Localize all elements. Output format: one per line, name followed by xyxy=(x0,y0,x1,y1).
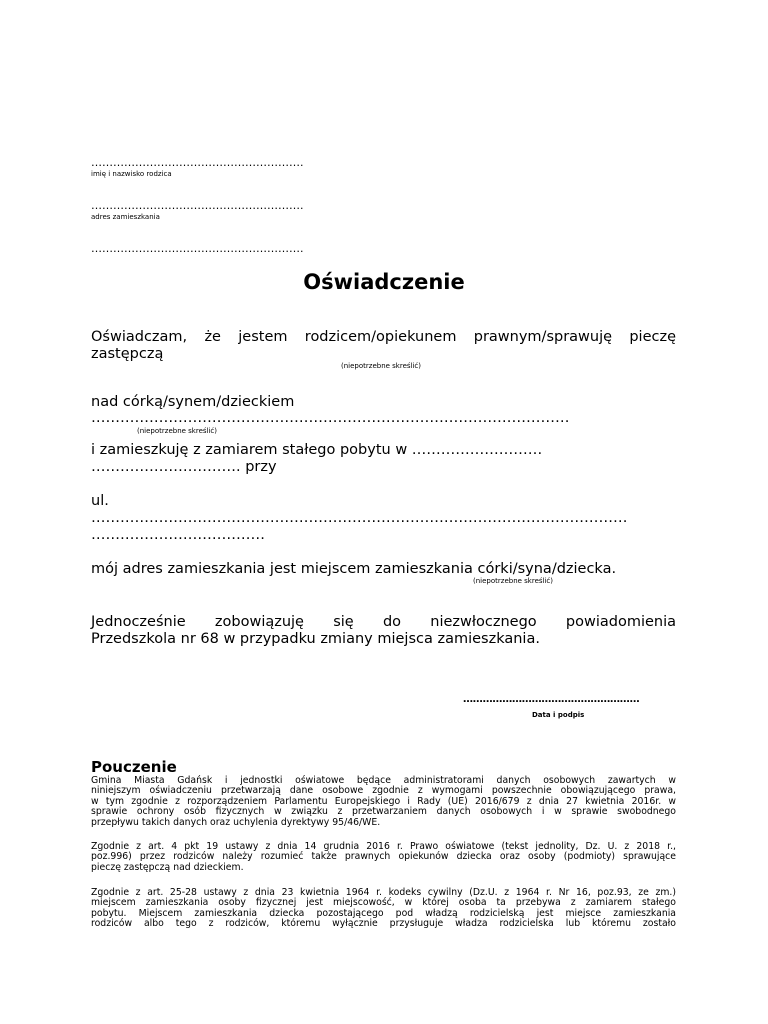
strike-note-2: (niepotrzebne skreślić) xyxy=(137,427,218,435)
statement-p5-line1: mój adres zamieszkania jest miejscem zamieszkania córki/syna/dziecka. xyxy=(91,561,617,577)
statement-p3-line1: i zamieszkuję z zamiarem stałego pobytu w ……………………… xyxy=(91,442,543,458)
parent-name-dots: …………………………………………………. xyxy=(91,156,304,169)
instruction-p1-line: sprawie ochrony osób fizycznych w związku z przetwarzaniem danych osobowych i w sprawie swobodnego xyxy=(91,806,676,818)
statement-p1-line1: Oświadczam, że jestem rodzicem/opiekunem prawnym/sprawuję pieczę xyxy=(91,329,676,345)
instruction-paragraph-3 xyxy=(91,888,676,930)
parent-name-label: imię i nazwisko rodzica xyxy=(91,170,172,178)
strike-note-3: (niepotrzebne skreślić) xyxy=(473,577,554,585)
statement-p4-line3: ……………………………… xyxy=(91,527,265,543)
instruction-p2-line: poz.996) przez rodziców należy rozumieć także prawnych opiekunów dziecka oraz osoby (podmioty) sprawujące xyxy=(91,851,676,863)
statement-p2-line1: nad córką/synem/dzieckiem xyxy=(91,394,295,410)
strike-note-1: (niepotrzebne skreślić) xyxy=(341,362,422,370)
instruction-p2-line: pieczę zastępczą nad dzieckiem. xyxy=(91,861,244,873)
instruction-p3-line: rodziców albo tego z rodziców, któremu wyłącznie przysługuje władza rodzicielska lub któremu zostało xyxy=(91,918,676,930)
statement-paragraph-1 xyxy=(91,329,676,363)
statement-p2-dots: ……………………………………………………………………………………… xyxy=(91,410,570,426)
instruction-p1-line: Gmina Miasta Gdańsk i jednostki oświatowe będące administratorami danych osobowych zawartych w xyxy=(91,775,676,786)
statement-paragraph-6 xyxy=(91,614,676,648)
instruction-p2-line: Zgodnie z art. 4 pkt 19 ustawy z dnia 14 grudnia 2016 r. Prawo oświatowe (tekst jednolity, Dz. U. z 2018 r., xyxy=(91,841,676,852)
statement-p6-line2: Przedszkola nr 68 w przypadku zmiany miejsca zamieszkania. xyxy=(91,631,540,647)
statement-p4-line1: ul. xyxy=(91,493,109,509)
address-dots: …………………………………………………. xyxy=(91,199,304,212)
instruction-paragraph-1 xyxy=(91,776,676,828)
document-title: Oświadczenie xyxy=(303,270,465,294)
address-label: adres zamieszkania xyxy=(91,213,160,221)
statement-p6-line1: Jednocześnie zobowiązuję się do niezwłocznego powiadomienia xyxy=(91,614,676,630)
instruction-p3-line: pobytu. Miejscem zamieszkania dziecka pozostającego pod władzą rodzicielską jest miejsce zamieszkania xyxy=(91,907,676,919)
extra-dots: …………………………………………………. xyxy=(91,242,304,255)
signature-dots: ……………………………………………… xyxy=(463,694,640,705)
instruction-p1-line: przepływu takich danych oraz uchylenia dyrektywy 95/46/WE. xyxy=(91,816,381,828)
statement-p3-line2: …………………………. przy xyxy=(91,459,277,475)
signature-label: Data i podpis xyxy=(532,711,585,719)
instruction-p1-line: w tym zgodnie z rozporządzeniem Parlamentu Europejskiego i Rady (UE) 2016/679 z dnia 27 kwietnia 2016r. w xyxy=(91,795,676,807)
statement-p1-line2: zastępczą xyxy=(91,346,164,362)
instruction-p3-line: Zgodnie z art. 25-28 ustawy z dnia 23 kwietnia 1964 r. kodeks cywilny (Dz.U. z 1964 r. Nr 16, poz.93, ze zm.) xyxy=(91,887,676,898)
instruction-paragraph-2 xyxy=(91,842,676,873)
instruction-heading: Pouczenie xyxy=(91,758,177,776)
instruction-p1-line: niniejszym oświadczeniu przetwarzają dane osobowe zgodnie z wymogami powszechnie obowiązującego prawa, xyxy=(91,785,676,797)
statement-p4-line2: ………………………………………………………………………………………………… xyxy=(91,510,628,526)
instruction-p3-line: miejscem zamieszkania osoby fizycznej jest miejscowość, w której osoba ta przebywa z zamiarem stałego xyxy=(91,897,676,909)
